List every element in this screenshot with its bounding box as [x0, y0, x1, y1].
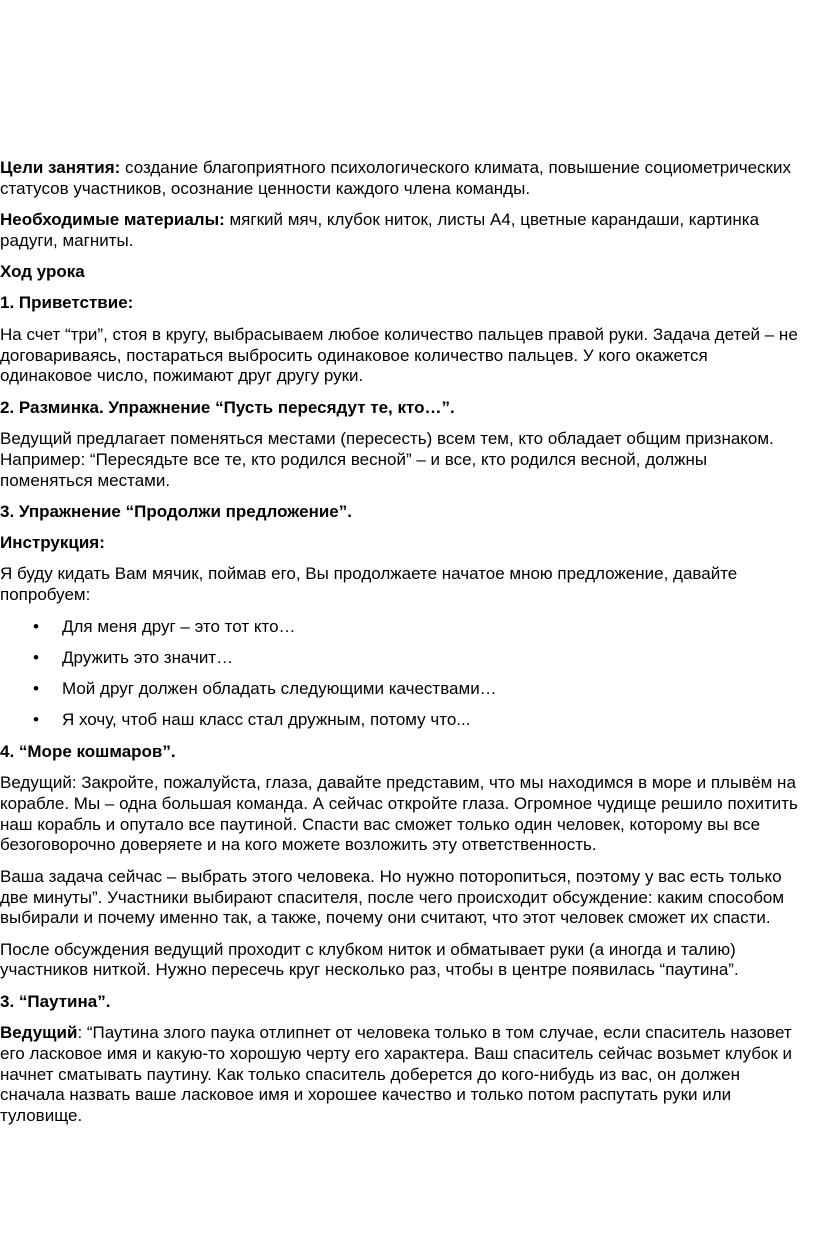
section4-heading: 4. “Море кошмаров”.: [0, 741, 176, 761]
section2-heading: 2. Разминка. Упражнение “Пусть пересядут те, кто…”.: [0, 397, 455, 417]
section5-heading: 3. “Паутина”.: [0, 991, 111, 1011]
bullet-icon: •: [33, 616, 39, 636]
bullet-icon: •: [33, 710, 39, 730]
section4-paragraph-1: Ведущий: Закройте, пожалуйста, глаза, давайте представим, что мы находимся в море и плывём на корабле. Мы – одна большая команда. А сейчас откройте глаза. Огромное чудище решило похитить наш корабль и опутало все паутиной. Спасти вас сможет только один человек, которому вы все безоговорочно доверяете и на кого можете возложить эту ответственность.: [0, 773, 798, 855]
section5-text: [0, 1023, 804, 1127]
bullet-icon: •: [33, 647, 39, 667]
section3-heading: 3. Упражнение “Продолжи предложение”.: [0, 501, 352, 521]
section2-text: Ведущий предлагает поменяться местами (пересесть) всем тем, кто обладает общим признаком. Например: “Пересядьте все те, кто родился весной” – и все, кто родился весной, должны поменяться местами.: [0, 428, 774, 490]
section5-body: : “Паутина злого паука отлипнет от человека только в том случае, если спаситель назовет его ласковое имя и какую-то хорошую черту его характера. Ваш спаситель сейчас возьмет клубок и начнет сматывать паутину. Как только спаситель доберется до кого-нибудь из вас, он должен сначала назвать ваше ласковое имя и хорошее качество и только потом распутать руки или туловище.: [0, 1023, 793, 1126]
materials-label: Необходимые материалы:: [0, 210, 225, 230]
materials-paragraph: [0, 210, 804, 252]
bullet-icon: •: [33, 679, 39, 699]
leader-label: Ведущий: [0, 1023, 78, 1042]
list-item-text: Мой друг должен обладать следующими качествами…: [62, 679, 497, 699]
list-item-text: Для меня друг – это тот кто…: [62, 616, 296, 636]
lesson-heading: Ход урока: [0, 262, 85, 282]
materials-text: мягкий мяч, клубок ниток, листы А4, цветные карандаши, картинка радуги, магниты.: [0, 210, 760, 250]
section4-paragraph-2: Ваша задача сейчас – выбрать этого человека. Но нужно поторопиться, поэтому у вас есть только две минуты”. Участники выбирают спасителя, после чего происходит обсуждение: каким способом выбирали и почему именно так, а также, почему они считают, что этот человек сможет их спасти.: [0, 866, 785, 928]
goals-label: Цели занятия:: [0, 158, 121, 177]
document-page: [0, 158, 804, 1137]
list-item: [0, 648, 804, 669]
list-item-text: Дружить это значит…: [62, 647, 234, 667]
instruction-text: Я буду кидать Вам мячик, поймав его, Вы продолжаете начатое мною предложение, давайте попробуем:: [0, 564, 738, 605]
list-item-text: Я хочу, чтоб наш класс стал дружным, потому что...: [62, 710, 471, 730]
section4-paragraph-3: После обсуждения ведущий проходит с клубком ниток и обматывает руки (а иногда и талию) участников ниткой. Нужно пересечь круг несколько раз, чтобы в центре появилась “паутина”.: [0, 939, 739, 980]
section1-text: На счет “три”, стоя в кругу, выбрасываем любое количество пальцев правой руки. Задача детей – не договариваясь, постараться выбросить одинаковое количество пальцев. У кого окажется одинаковое число, пожимают друг другу руки.: [0, 324, 798, 386]
goals-text: создание благоприятного психологического климата, повышение социометрических статусов участников, осознание ценности каждого члена команды.: [0, 158, 791, 198]
goals-paragraph: [0, 158, 804, 200]
list-item: [0, 617, 804, 638]
instruction-heading: Инструкция:: [0, 533, 105, 553]
section1-heading: 1. Приветствие:: [0, 293, 134, 313]
prompt-list: [0, 617, 804, 732]
list-item: [0, 710, 804, 731]
list-item: [0, 679, 804, 700]
